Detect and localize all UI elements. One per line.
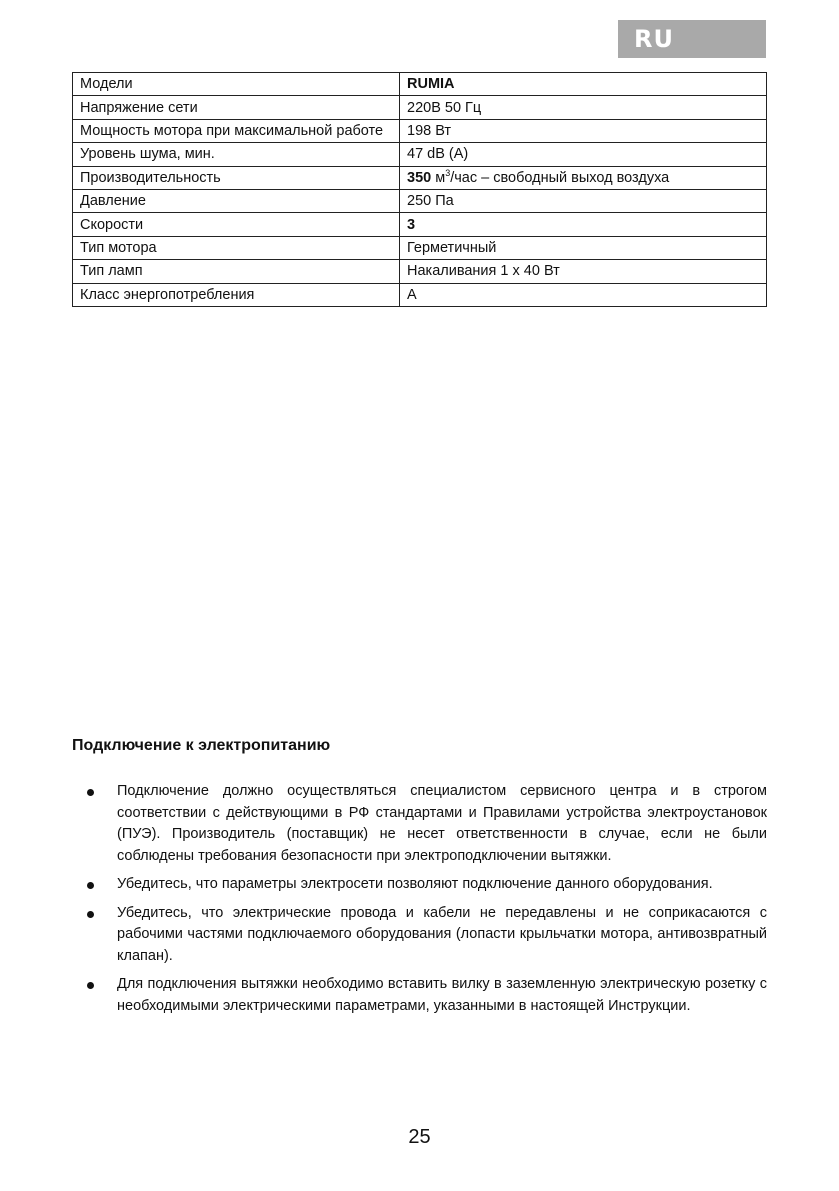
list-item-text: Для подключения вытяжки необходимо вставить вилку в заземленную электрическую розетку с необходимыми электрическими параметрами, указанными в настоящей Инструкции. (117, 976, 767, 1014)
section-heading: Подключение к электропитанию (72, 737, 331, 754)
table-row (73, 213, 767, 236)
bullet-icon (87, 882, 94, 889)
spec-label: Тип мотора (73, 236, 400, 259)
table-row (73, 189, 767, 212)
spec-value: 250 Па (400, 189, 767, 212)
bullet-icon (87, 911, 94, 918)
spec-value: 220В 50 Гц (400, 96, 767, 119)
list-item-text: Убедитесь, что электрические провода и кабели не передавлены и не соприкасаются с рабочими частями подключаемого оборудования (лопасти крыльчатки мотора, антивозвратный клапан). (117, 904, 767, 964)
capacity-unit: м (431, 169, 446, 186)
spec-label: Уровень шума, мин. (73, 143, 400, 166)
list-item (72, 974, 767, 1017)
capacity-description: /час – свободный выход воздуха (450, 169, 670, 186)
table-row (73, 166, 767, 189)
capacity-number: 350 (407, 169, 432, 186)
spec-value: A (400, 283, 767, 306)
spec-label: Класс энергопотребления (73, 283, 400, 306)
spec-value-speeds: 3 (400, 213, 767, 236)
spec-label: Модели (73, 73, 400, 96)
spec-value: 47 dB (A) (400, 143, 767, 166)
table-row (73, 96, 767, 119)
spec-value-capacity (400, 166, 767, 189)
table-row (73, 260, 767, 283)
spec-label: Производительность (73, 166, 400, 189)
list-item (72, 874, 767, 896)
table-row (73, 236, 767, 259)
list-item-text: Подключение должно осуществляться специалистом сервисного центра и в строгом соответствии с действующими в РФ стандартами и Правилами устройства электроустановок (ПУЭ). Производитель (поставщик) не несет ответственности в случае, если не были соблюдены требования безопасности при электроподключении вытяжки. (117, 783, 767, 864)
table-row (73, 283, 767, 306)
spec-label: Тип ламп (73, 260, 400, 283)
table-row (73, 143, 767, 166)
spec-label: Давление (73, 189, 400, 212)
spec-value-model: RUMIA (400, 73, 767, 96)
spec-label: Напряжение сети (73, 96, 400, 119)
spec-label: Мощность мотора при максимальной работе (73, 119, 400, 142)
bullet-icon (87, 789, 94, 796)
spec-label: Скорости (73, 213, 400, 236)
language-badge: RU (618, 20, 766, 58)
table-row (73, 73, 767, 96)
spec-value: Накаливания 1 х 40 Вт (400, 260, 767, 283)
list-item (72, 903, 767, 968)
page-number: 25 (408, 1126, 431, 1148)
instruction-list (72, 781, 767, 1024)
spec-value: Герметичный (400, 236, 767, 259)
spec-value: 198 Вт (400, 119, 767, 142)
bullet-icon (87, 982, 94, 989)
list-item-text: Убедитесь, что параметры электросети позволяют подключение данного оборудования. (117, 876, 713, 892)
table-row (73, 119, 767, 142)
capacity-unit-superscript: 3 (445, 167, 451, 178)
specifications-table (72, 72, 767, 307)
list-item (72, 781, 767, 867)
